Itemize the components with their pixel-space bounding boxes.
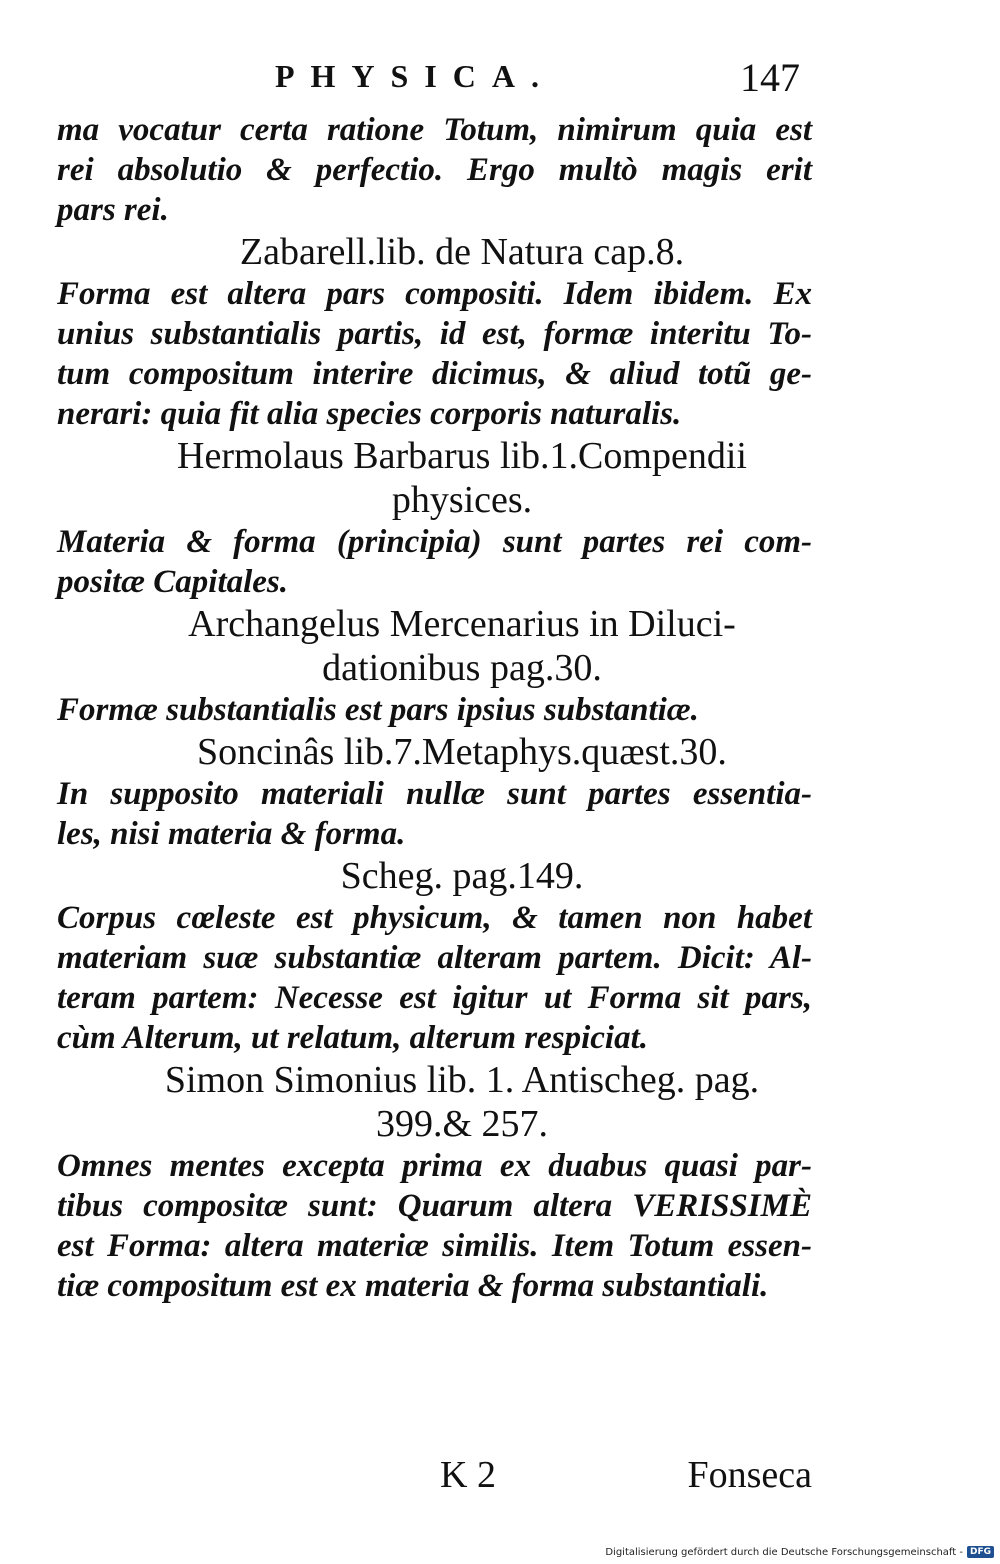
quotation-line: nerari: quia fit alia species corporis naturalis.: [57, 396, 682, 432]
dfg-logo: DFG: [967, 1546, 994, 1558]
quotation-line: tiæ compositum est ex materia & forma substantiali.: [57, 1268, 769, 1304]
quotation-line: In supposito materiali nullæ sunt partes essentia-: [57, 776, 812, 812]
latin-quotation: [57, 1146, 812, 1306]
quotation-line: Materia & forma (principia) sunt partes rei com-: [57, 524, 812, 560]
page-foot: [440, 1453, 812, 1496]
quotation-line: rei absolutio & perfectio. Ergo multò magis erit: [57, 152, 812, 188]
quotation-line: Corpus cœleste est physicum, & tamen non habet: [57, 900, 812, 936]
quotation-line: teram partem: Necesse est igitur ut Forma sit pars,: [57, 980, 812, 1016]
quotation-line: est Forma: altera materiæ similis. Item Totum essen-: [57, 1228, 812, 1264]
citation-line: Scheg. pag.149.: [340, 855, 584, 897]
quotation-line: materiam suæ substantiæ alteram partem. Dicit: Al-: [57, 940, 812, 976]
page-body: [57, 110, 812, 1306]
source-citation: [112, 1058, 812, 1146]
latin-quotation: [57, 774, 812, 854]
source-citation: [112, 602, 812, 690]
citation-line: Hermolaus Barbarus lib.1.Compendii: [177, 435, 747, 477]
latin-quotation: [57, 522, 812, 602]
source-citation: [112, 434, 812, 522]
source-citation: [112, 730, 812, 774]
citation-line: dationibus pag.30.: [322, 647, 602, 689]
citation-line: physices.: [391, 479, 533, 521]
quotation-line: Omnes mentes excepta prima ex duabus quasi par-: [57, 1148, 812, 1184]
running-title: PHYSICA.: [275, 58, 556, 94]
source-citation: [112, 854, 812, 898]
quotation-line: tum compositum interire dicimus, & aliud totũ ge-: [57, 356, 812, 392]
citation-line: Soncinâs lib.7.Metaphys.quæst.30.: [197, 731, 727, 773]
source-citation: [112, 230, 812, 274]
digitization-note: Digitalisierung gefördert durch die Deutsche Forschungsgemeinschaft -: [605, 1546, 963, 1558]
page-number: 147: [740, 55, 800, 100]
running-head: [60, 55, 800, 100]
quotation-line: ma vocatur certa ratione Totum, nimirum quia est: [57, 112, 812, 148]
quotation-line: tibus compositæ sunt: Quarum altera VERISSIMÈ: [57, 1188, 812, 1224]
quotation-line: les, nisi materia & forma.: [57, 816, 406, 852]
latin-quotation: [57, 898, 812, 1058]
latin-quotation: [57, 110, 812, 230]
quotation-line: unius substantialis partis, id est, formæ interitu To-: [57, 316, 812, 352]
quotation-line: positæ Capitales.: [57, 564, 289, 600]
citation-line: 399.& 257.: [375, 1103, 549, 1145]
citation-line: Archangelus Mercenarius in Diluci-: [188, 603, 736, 645]
quotation-line: pars rei.: [57, 192, 169, 228]
digitization-credit: [605, 1546, 994, 1558]
citation-line: Zabarell.lib. de Natura cap.8.: [239, 231, 685, 273]
quotation-line: Forma est altera pars compositi. Idem ibidem. Ex: [57, 276, 812, 312]
signature-mark: K 2: [440, 1454, 496, 1496]
latin-quotation: [57, 274, 812, 434]
catchword: Fonseca: [687, 1454, 812, 1496]
quotation-line: Formæ substantialis est pars ipsius substantiæ.: [57, 692, 699, 728]
latin-quotation: [57, 690, 812, 730]
quotation-line: cùm Alterum, ut relatum, alterum respiciat.: [57, 1020, 649, 1056]
citation-line: Simon Simonius lib. 1. Antischeg. pag.: [164, 1059, 760, 1101]
